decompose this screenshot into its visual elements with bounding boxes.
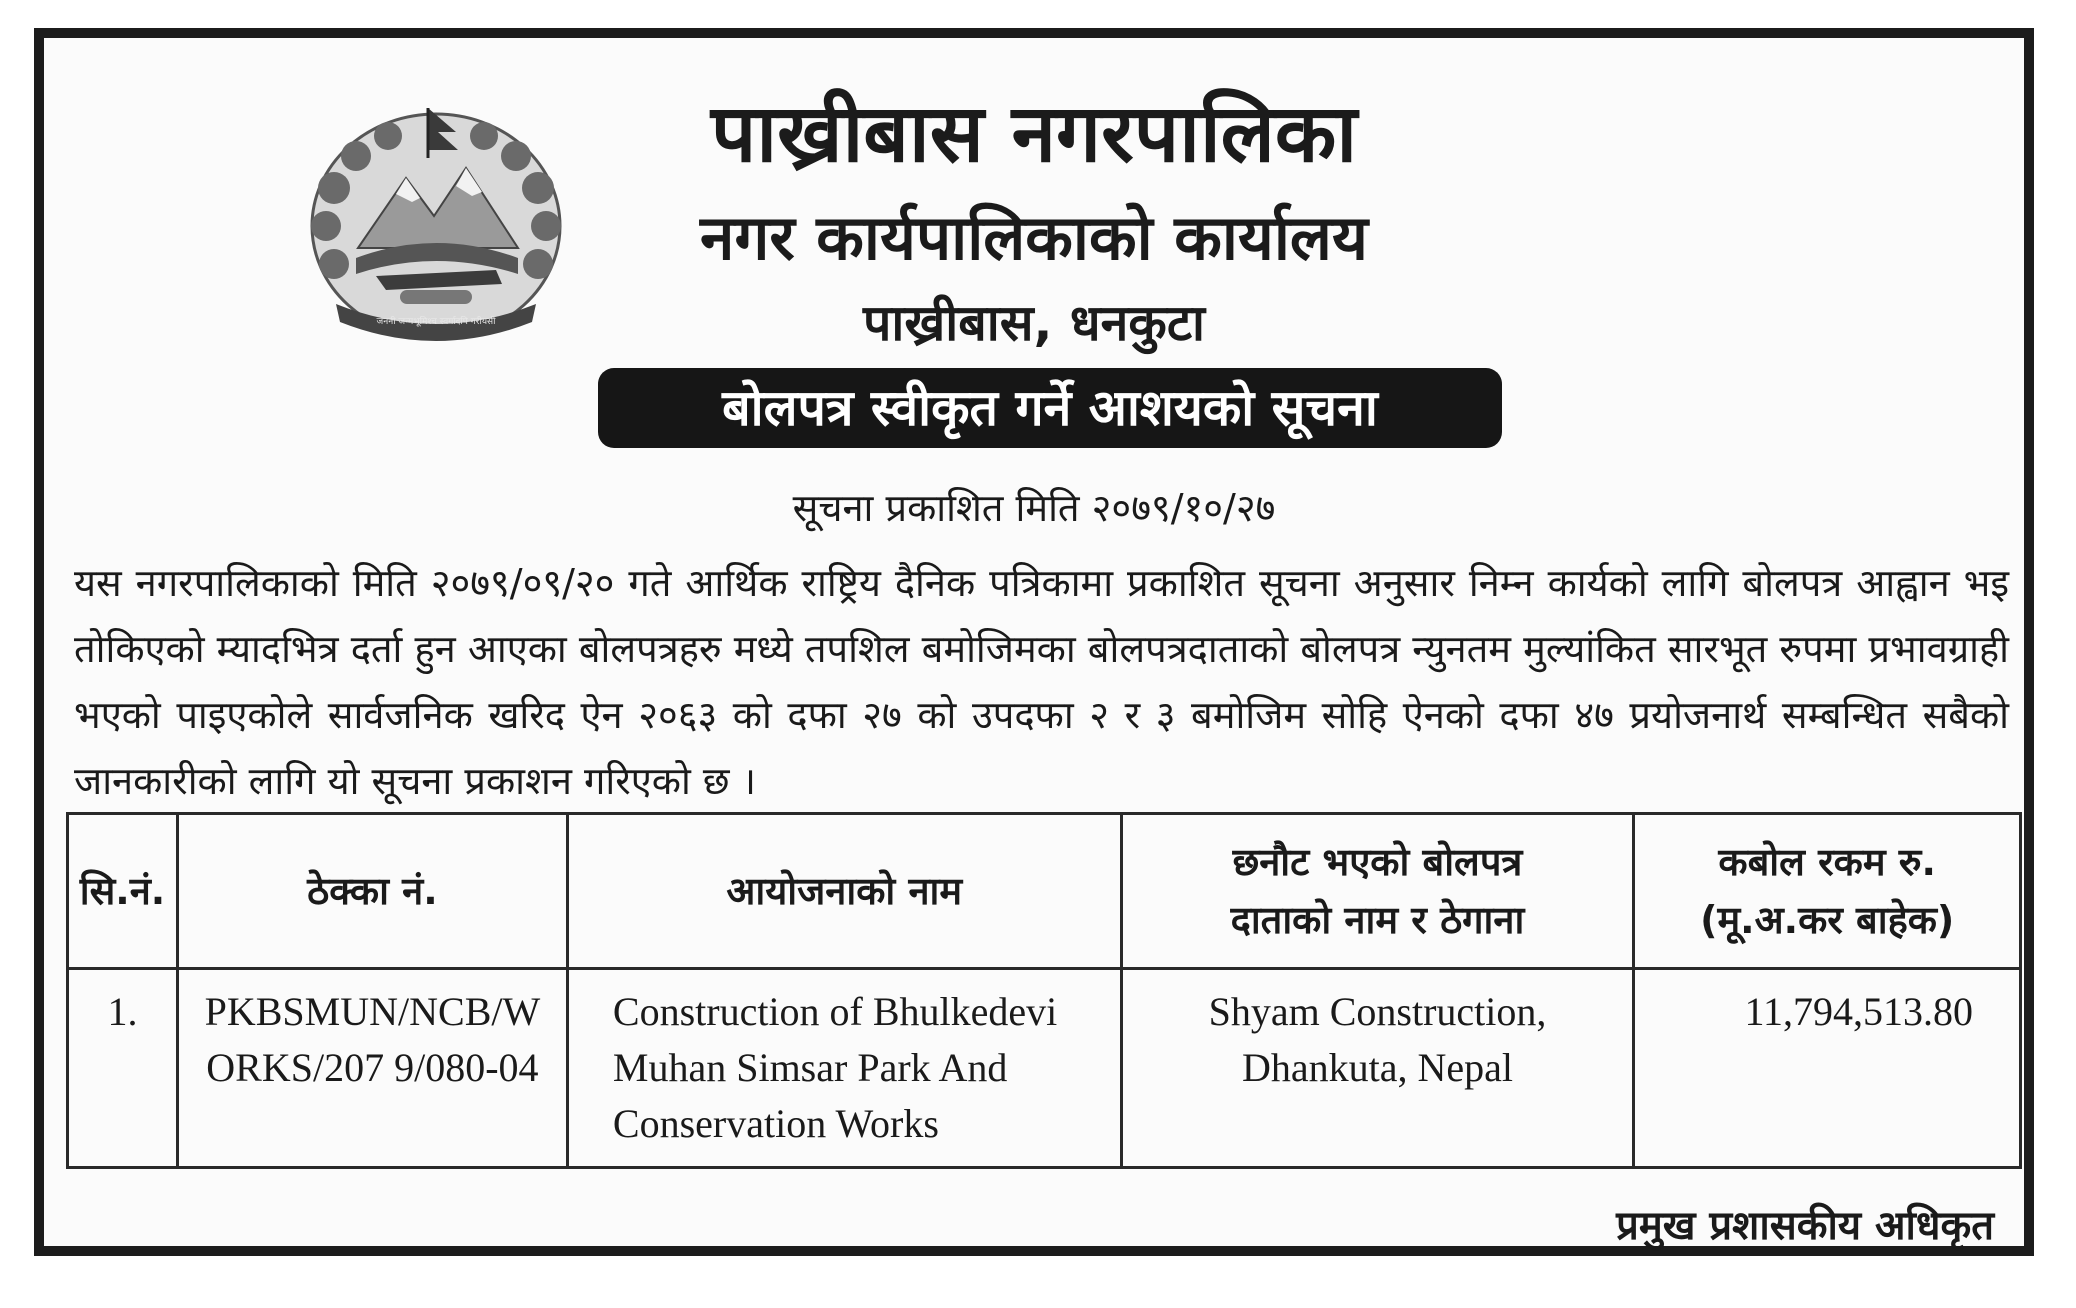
office-name: नगर कार्यपालिकाको कार्यालय — [700, 201, 1368, 274]
table-row — [68, 969, 2021, 1168]
project-line1: Construction of Bhulkedevi — [612, 989, 1058, 1034]
published-date: सूचना प्रकाशित मिति २०७९/१०/२७ — [792, 486, 1276, 530]
municipality-name: पाख्रीबास नगरपालिका — [710, 87, 1358, 180]
header-bidder-line2: दाताको नाम र ठेगाना — [1230, 898, 1525, 942]
header-contract-no: ठेक्का नं. — [177, 814, 567, 969]
table-header-row — [68, 814, 2021, 969]
emblem-motto: जननी जन्मभूमिश्च स्वर्गादपि गरीयसी — [376, 317, 496, 327]
cell-project-name — [567, 969, 1121, 1168]
bidder-line2: Dhankuta, Nepal — [1241, 1045, 1513, 1090]
header-amount — [1634, 814, 2021, 969]
project-line3: Conservation Works — [612, 1101, 939, 1146]
signoff-title: प्रमुख प्रशासकीय अधिकृत — [1616, 1203, 1994, 1249]
cell-contract-no — [177, 969, 567, 1168]
header-amount-line2: (मू.अ.कर बाहेक) — [1700, 898, 1955, 942]
header-bidder — [1121, 814, 1634, 969]
office-location: पाख्रीबास, धनकुटा — [862, 294, 1205, 352]
header-amount-line1: कबोल रकम रु. — [1718, 840, 1936, 884]
contract-line1: PKBSMUN/NCB/W — [204, 989, 541, 1034]
award-table — [66, 812, 2022, 1169]
notice-title-banner: बोलपत्र स्वीकृत गर्ने आशयको सूचना — [598, 368, 1502, 448]
header-sn: सि.नं. — [68, 814, 178, 969]
notice-body: यस नगरपालिकाको मिति २०७९/०९/२० गते आर्थिक राष्ट्रिय दैनिक पत्रिकामा प्रकाशित सूचना अनुसार निम्न कार्यको लागि बोलपत्र आह्वान भइ तोकिएको म्यादभित्र दर्ता हुन आएका बोलपत्रहरु मध्ये तपशिल बमोजिमका बोलपत्रदाताको बोलपत्र न्युनतम मुल्यांकित सारभूत रुपमा प्रभावग्राही भएको पाइएकोले सार्वजनिक खरिद ऐन २०६३ को दफा २७ को उपदफा २ र ३ बमोजिम सोहि ऐनको दफा ४७ प्रयोजनार्थ सम्बन्धित सबैको जानकारीको लागि यो सूचना प्रकाशन गरिएको छ । — [74, 561, 2009, 803]
contract-line2: ORKS/207 9/080-04 — [206, 1045, 539, 1090]
notice-frame — [34, 28, 2034, 1256]
header-bidder-line1: छनौट भएको बोलपत्र — [1232, 840, 1523, 884]
cell-sn: 1. — [68, 969, 178, 1168]
bidder-line1: Shyam Construction, — [1208, 989, 1547, 1034]
cell-amount: 11,794,513.80 — [1634, 969, 2021, 1168]
cell-bidder — [1121, 969, 1634, 1168]
header-project-name: आयोजनाको नाम — [567, 814, 1121, 969]
project-line2: Muhan Simsar Park And — [612, 1045, 1008, 1090]
